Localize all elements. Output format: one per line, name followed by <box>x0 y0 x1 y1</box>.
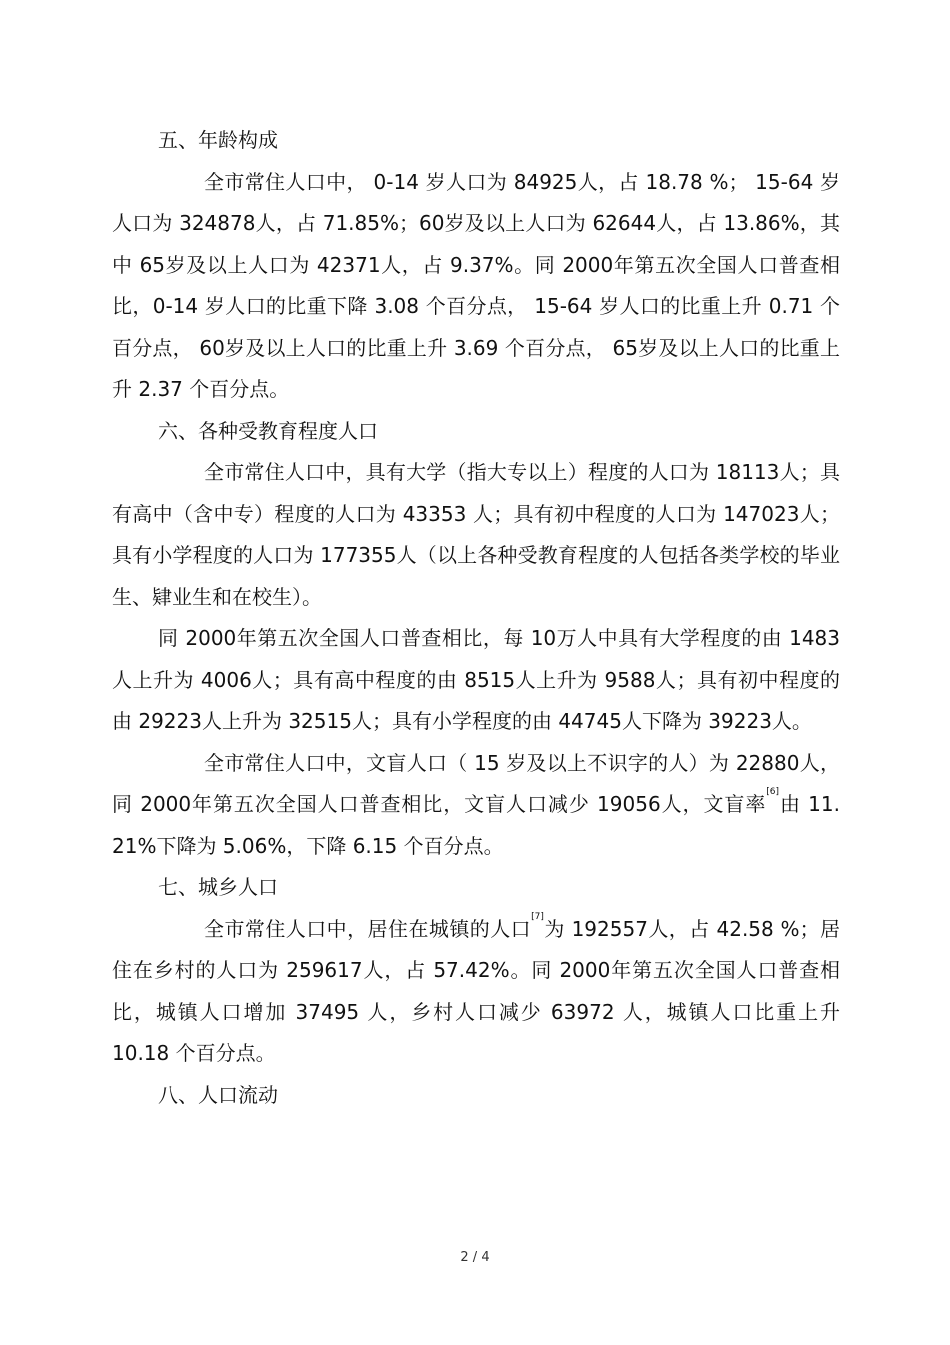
paragraph-education-comparison: 同 2000年第五次全国人口普查相比，每 10万人中具有大学程度的由 1483人上升为 4006人；具有高中程度的由 8515人上升为 9588人；具有初中程度的由 29223人上升为 32515人；具有小学程度的由 44745人下降为 39223人。 <box>112 626 840 733</box>
section-heading-urban-rural: 七、城乡人口 <box>158 875 278 899</box>
paragraph-illiteracy <box>112 743 840 868</box>
document-body <box>112 120 840 1116</box>
paragraph-education-levels: 全市常住人口中，具有大学（指大专以上）程度的人口为 18113人；具有高中（含中专）程度的人口为 43353 人；具有初中程度的人口为 147023人；具有小学程度的人口为 177355人（以上各种受教育程度的人包括各类学校的毕业生、肄业生和在校生）。 <box>112 460 840 609</box>
footnote-marker-7: [7] <box>531 911 544 922</box>
illiteracy-text-before-note: 全市常住人口中，文盲人口（ 15 岁及以上不识字的人）为 22880人，同 2000年第五次全国人口普查相比，文盲人口减少 19056人，文盲率 <box>112 750 840 816</box>
illiteracy-text-after-note: 由 11. 21%下降为 5.06%，下降 6.15 个百分点。 <box>112 792 840 858</box>
paragraph-urban-rural <box>112 909 840 1075</box>
page-number: 2 / 4 <box>460 1250 490 1265</box>
urban-text-before-note: 全市常住人口中，居住在城镇的人口 <box>204 916 532 941</box>
urban-text-after-note: 为 192557人，占 42.58 %；居住在乡村的人口为 259617人，占 57.42%。同 2000年第五次全国人口普查相比，城镇人口增加 37495 人，乡村人口减少 63972 人，城镇人口比重上升 10.18 个百分点。 <box>112 916 841 1065</box>
paragraph-age-structure: 全市常住人口中， 0-14 岁人口为 84925人，占 18.78 %； 15-64 岁人口为 324878人，占 71.85%；60岁及以上人口为 62644人，占 13.86%，其中 65岁及以上人口为 42371人，占 9.37%。同 2000年第五次全国人口普查相比，0-14 岁人口的比重下降 3.08 个百分点， 15-64 岁人口的比重上升 0.71 个百分点， 60岁及以上人口的比重上升 3.69 个百分点， 65岁及以上人口的比重上升 2.37 个百分点。 <box>112 169 840 401</box>
footnote-marker-6: [6] <box>766 787 780 797</box>
section-heading-migration: 八、人口流动 <box>158 1082 278 1107</box>
section-heading-education: 六、各种受教育程度人口 <box>158 418 378 443</box>
section-heading-age: 五、年龄构成 <box>158 128 278 152</box>
